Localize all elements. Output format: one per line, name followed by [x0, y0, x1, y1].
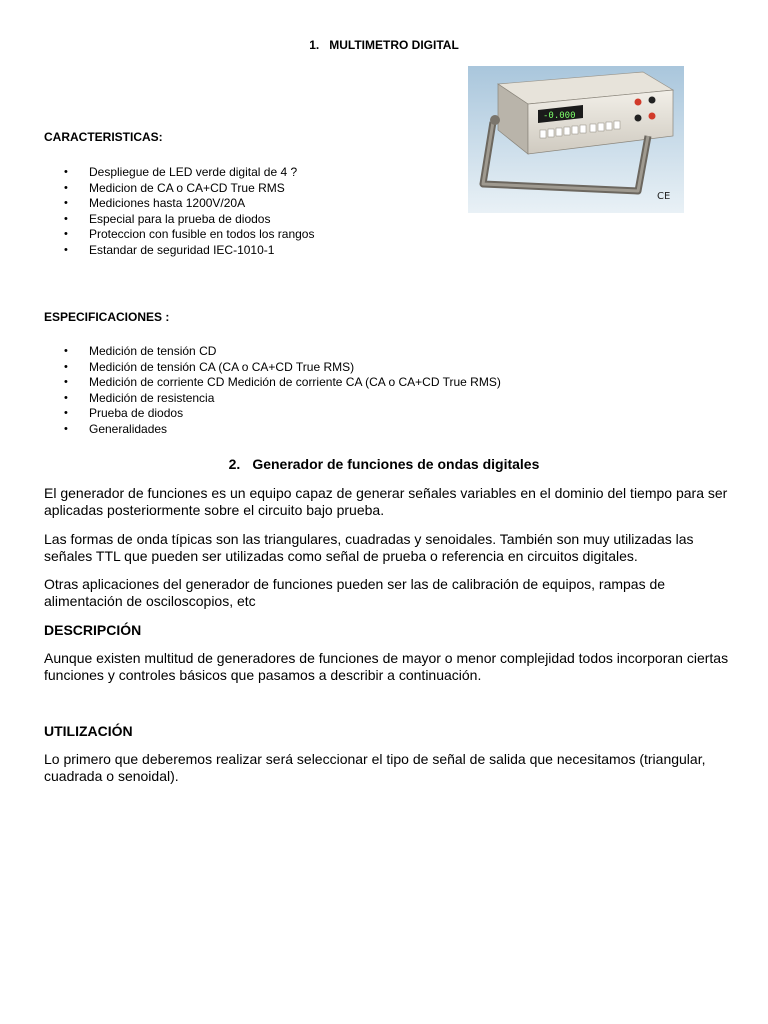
ce-mark: CE — [657, 191, 671, 202]
list-item: • Prueba de diodos — [64, 406, 501, 422]
descripcion-text: Aunque existen multitud de generadores de funciones de mayor o menor complejidad todos incorporan ciertas funciones y controles básicos que pasamos a describir a continuación. — [44, 650, 729, 683]
section-2-number: 2. — [228, 456, 241, 472]
list-item: • Medicion de CA o CA+CD True RMS — [64, 181, 314, 197]
descripcion-heading: DESCRIPCIÓN — [44, 622, 142, 638]
caracteristicas-label: CARACTERISTICAS: — [44, 130, 163, 144]
list-item: • Generalidades — [64, 422, 501, 438]
utilizacion-text: Lo primero que deberemos realizar será seleccionar el tipo de señal de salida que necesitamos (triangular, cuadrada o senoidal). — [44, 751, 706, 784]
list-item: • Estandar de seguridad IEC-1010-1 — [64, 243, 314, 259]
list-item: • Medición de tensión CA (CA o CA+CD True RMS) — [64, 360, 501, 376]
list-item: • Especial para la prueba de diodos — [64, 212, 314, 228]
list-item: • Despliegue de LED verde digital de 4 ? — [64, 165, 314, 181]
paragraph: Otras aplicaciones del generador de funciones pueden ser las de calibración de equipos, rampas de alimentación de osciloscopios, etc — [44, 576, 666, 609]
section-1-title: MULTIMETRO DIGITAL — [329, 38, 459, 52]
caracteristicas-list — [64, 165, 314, 259]
list-item: • Proteccion con fusible en todos los rangos — [64, 227, 314, 243]
paragraph: Las formas de onda típicas son las triangulares, cuadradas y senoidales. También son muy utilizadas las señales TTL que pueden ser utilizadas como señal de prueba o referencia en circuitos digitales. — [44, 531, 694, 564]
list-item: • Medición de tensión CD — [64, 344, 501, 360]
multimeter-photo — [468, 66, 684, 213]
list-item: • Medición de corriente CD Medición de corriente CA (CA o CA+CD True RMS) — [64, 375, 501, 391]
display-reading: -0.000 — [543, 111, 576, 121]
list-item: • Medición de resistencia — [64, 391, 501, 407]
utilizacion-heading: UTILIZACIÓN — [44, 723, 133, 739]
especificaciones-label: ESPECIFICACIONES : — [44, 310, 170, 324]
section-2-title: Generador de funciones de ondas digitales — [252, 456, 540, 472]
section-2-heading — [0, 456, 768, 472]
list-item: • Mediciones hasta 1200V/20A — [64, 196, 314, 212]
paragraph: El generador de funciones es un equipo capaz de generar señales variables en el dominio del tiempo para ser aplicadas posteriormente sobre el circuito bajo prueba. — [44, 485, 728, 518]
especificaciones-list — [64, 344, 501, 438]
section-1-number: 1. — [309, 38, 320, 52]
section-1-heading — [0, 38, 768, 52]
